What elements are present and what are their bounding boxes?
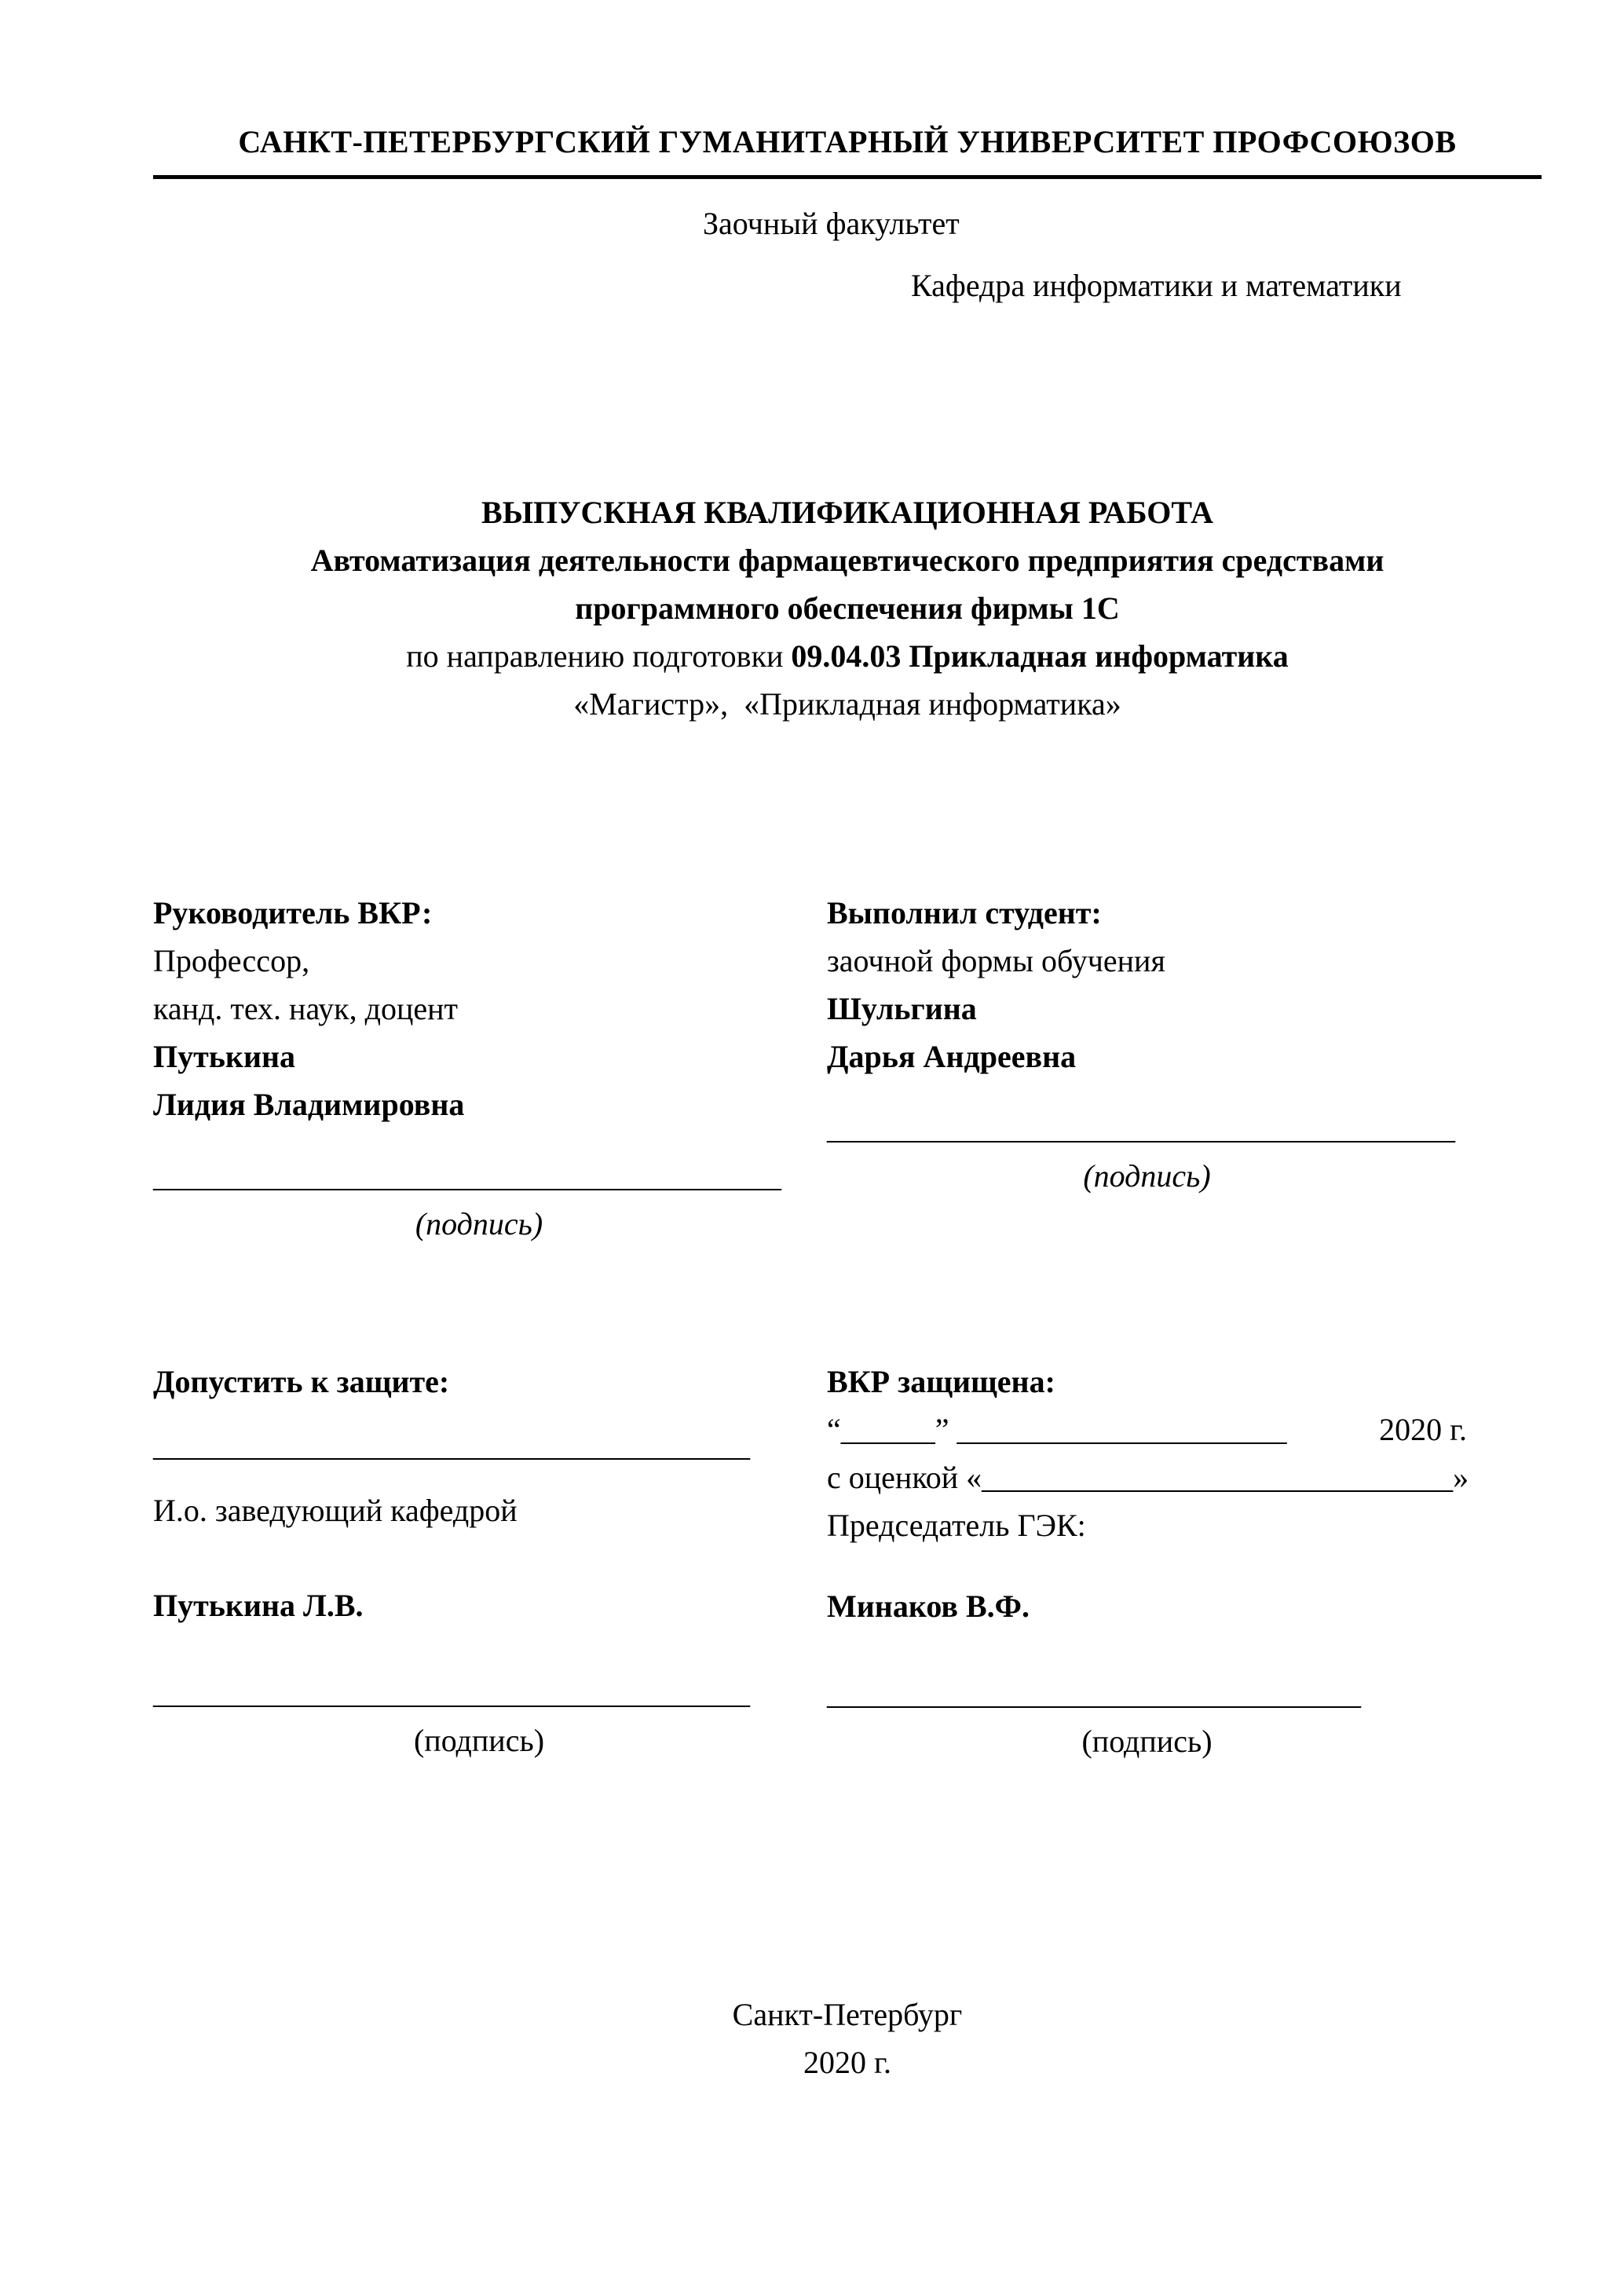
footer-city: Санкт-Петербург (732, 1997, 963, 2032)
department-label: Кафедра информатики и математики (911, 268, 1402, 303)
student-signature-line: ________________________________________ (827, 1110, 1455, 1146)
defense-chair-role: Председатель ГЭК: (827, 1508, 1086, 1543)
student-study-form: заочной формы обучения (827, 943, 1165, 978)
admission-block (153, 1358, 805, 1764)
defense-chair-name: Минаков В.Ф. (827, 1589, 1030, 1624)
defense-date-row (827, 1406, 1467, 1453)
supervisor-surname: Путькина (153, 1039, 296, 1074)
work-topic-line2: программного обеспечения фирмы 1С (575, 590, 1120, 626)
admission-heading: Допустить к защите: (153, 1364, 450, 1399)
supervisor-heading: Руководитель ВКР: (153, 895, 433, 930)
defense-year: 2020 г. (1379, 1412, 1467, 1447)
university-header: САНКТ-ПЕТЕРБУРГСКИЙ ГУМАНИТАРНЫЙ УНИВЕРСИТЕТ ПРОФСОЮЗОВ (238, 124, 1457, 159)
student-surname: Шульгина (827, 991, 977, 1026)
supervisor-signature-label: (подпись) (415, 1206, 543, 1241)
defense-heading: ВКР защищена: (827, 1364, 1055, 1399)
defense-grade-line: с оценкой «______________________________» (827, 1460, 1469, 1495)
student-name: Дарья Андреевна (827, 1039, 1077, 1074)
defense-signature-label: (подпись) (1081, 1724, 1213, 1759)
defense-signature-line: __________________________________ (827, 1676, 1361, 1711)
direction-code: 09.04.03 Прикладная информатика (791, 638, 1289, 674)
defense-date-line: “______” _____________________ (827, 1412, 1287, 1447)
supervisor-signature-line: ________________________________________ (153, 1158, 781, 1194)
student-heading: Выполнил студент: (827, 895, 1102, 930)
header-rule (153, 175, 1542, 179)
supervisor-block (153, 889, 805, 1248)
signatures-section-1 (153, 889, 1542, 1248)
degree-line: «Магистр», «Прикладная информатика» (573, 686, 1121, 722)
signatures-section-2 (153, 1358, 1542, 1765)
supervisor-rank-1: Профессор, (153, 943, 310, 978)
admission-blank-line: ______________________________________ (153, 1428, 750, 1463)
admission-signature-label: (подпись) (413, 1723, 545, 1758)
direction-prefix: по направлению подготовки (406, 638, 792, 674)
footer-block (153, 1991, 1542, 2086)
work-type-title: ВЫПУСКНАЯ КВАЛИФИКАЦИОННАЯ РАБОТА (481, 495, 1213, 530)
student-block (827, 889, 1467, 1200)
supervisor-name: Лидия Владимировна (153, 1087, 465, 1122)
student-signature-label: (подпись) (1083, 1158, 1211, 1194)
admission-role: И.о. заведующий кафедрой (153, 1493, 518, 1528)
title-block (153, 488, 1542, 728)
work-topic-line1: Автоматизация деятельности фармацевтического предприятия средствами (310, 543, 1384, 578)
admission-signature-line: ______________________________________ (153, 1675, 750, 1710)
defense-block (827, 1358, 1467, 1765)
direction-line (153, 632, 1542, 680)
admission-name: Путькина Л.В. (153, 1588, 364, 1623)
supervisor-rank-2: канд. тех. наук, доцент (153, 991, 459, 1026)
footer-year: 2020 г. (803, 2045, 891, 2080)
faculty-label: Заочный факультет (703, 206, 960, 241)
